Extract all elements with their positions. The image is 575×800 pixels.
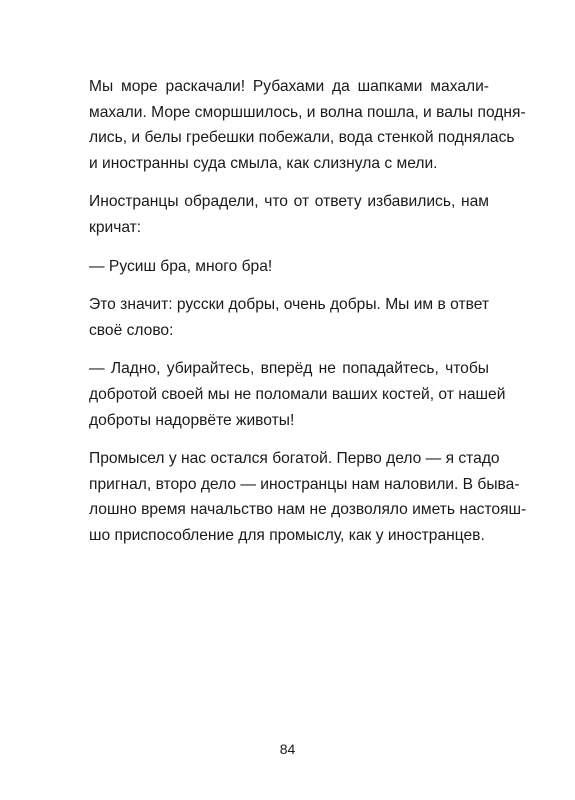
text-line: пригнал, второ дело — иностранцы нам наловили. В быва- bbox=[89, 475, 520, 493]
paragraph-4 bbox=[89, 292, 489, 343]
text-line: махали. Море сморшшилось, и волна пошла, и валы подня- bbox=[89, 103, 526, 121]
text-line: добротой своей мы не поломали ваших костей, от нашей bbox=[89, 385, 506, 403]
text-line: Промысел у нас остался богатой. Перво дело — я стадо bbox=[89, 450, 500, 468]
paragraph-2 bbox=[89, 189, 489, 240]
paragraph-5 bbox=[89, 356, 506, 433]
text-line: Это значит: русски добры, очень добры. Мы им в ответ bbox=[89, 296, 489, 314]
text-line: своё слово: bbox=[89, 321, 174, 339]
text-line: лись, и белы гребешки побежали, вода стенкой поднялась bbox=[89, 129, 515, 147]
paragraph-6 bbox=[89, 446, 527, 548]
text-line: — Ладно, убирайтесь, вперёд не попадайтесь, чтобы bbox=[89, 360, 489, 378]
text-line: и иностранны суда смыла, как слизнула с мели. bbox=[89, 154, 438, 172]
text-line: шо приспособление для промыслу, как у иностранцев. bbox=[89, 526, 485, 544]
text-line: доброты надорвёте животы! bbox=[89, 411, 295, 429]
page-number: 84 bbox=[279, 741, 296, 757]
text-line: Иностранцы обрадели, что от ответу избавились, нам bbox=[89, 193, 489, 211]
paragraph-1 bbox=[89, 74, 526, 176]
paragraph-3 bbox=[89, 254, 489, 280]
text-line: Мы море раскачали! Рубахами да шапками махали- bbox=[89, 78, 489, 95]
text-line: кричат: bbox=[89, 218, 142, 236]
text-column bbox=[89, 74, 527, 562]
text-line: лошно время начальство нам не дозволяло иметь настояш- bbox=[89, 501, 527, 519]
text-line: — Русиш бра, много бра! bbox=[89, 257, 273, 275]
